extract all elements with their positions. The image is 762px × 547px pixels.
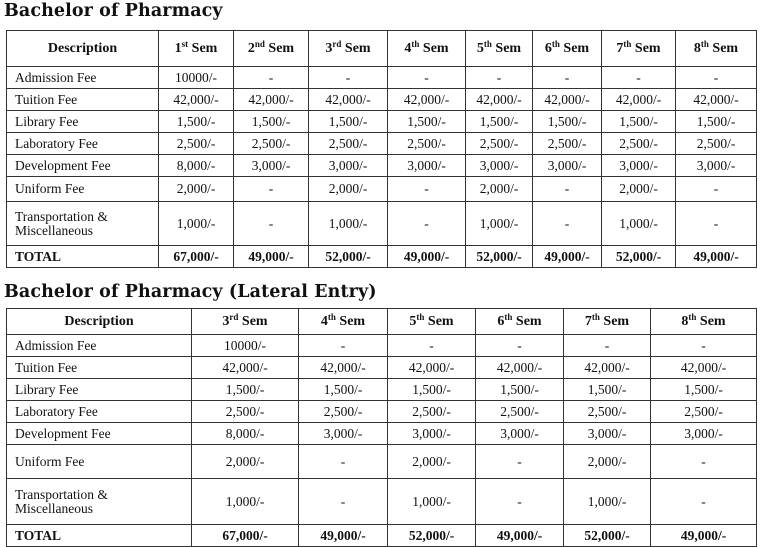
table-cell: 2,500/- <box>192 401 299 423</box>
table-row <box>7 155 757 177</box>
table-cell: 42,000/- <box>602 89 676 111</box>
table-cell: - <box>299 445 388 479</box>
table-cell: 2,500/- <box>476 401 564 423</box>
table-cell: 3,000/- <box>533 155 602 177</box>
table-cell: 49,000/- <box>299 525 388 547</box>
table-row <box>7 357 757 379</box>
table-cell: 1,500/- <box>651 379 757 401</box>
table-cell: 42,000/- <box>564 357 651 379</box>
row-label: Uniform Fee <box>7 445 192 479</box>
semester-header: 3rd Sem <box>192 309 299 335</box>
table-cell: - <box>533 67 602 89</box>
table-cell: 3,000/- <box>476 423 564 445</box>
table-row <box>7 89 757 111</box>
table-cell: 2,000/- <box>466 177 533 202</box>
row-label: Transportation & Miscellaneous <box>7 479 192 525</box>
table-cell: 42,000/- <box>159 89 234 111</box>
table-cell: 2,500/- <box>676 133 757 155</box>
row-label: Transportation & Miscellaneous <box>7 202 159 246</box>
table-cell: 1,500/- <box>192 379 299 401</box>
table-cell: 42,000/- <box>388 357 476 379</box>
semester-header: 1st Sem <box>159 31 234 67</box>
table-cell: 1,000/- <box>466 202 533 246</box>
table-cell: 2,500/- <box>651 401 757 423</box>
table-cell: 2,000/- <box>192 445 299 479</box>
table1-title: Bachelor of Pharmacy <box>4 1 223 21</box>
table-cell: 1,500/- <box>159 111 234 133</box>
table-cell: 42,000/- <box>533 89 602 111</box>
table-cell: 3,000/- <box>676 155 757 177</box>
table-cell: - <box>651 335 757 357</box>
table-cell: 2,500/- <box>159 133 234 155</box>
semester-header: 7th Sem <box>564 309 651 335</box>
table-cell: 8,000/- <box>192 423 299 445</box>
table-cell: 2,000/- <box>388 445 476 479</box>
table-cell: 1,000/- <box>388 479 476 525</box>
table-cell: 3,000/- <box>388 155 466 177</box>
row-label: Library Fee <box>7 111 159 133</box>
table-cell: 2,500/- <box>466 133 533 155</box>
table-cell: - <box>476 335 564 357</box>
semester-header: 6th Sem <box>533 31 602 67</box>
header-row <box>7 309 757 335</box>
table-row <box>7 133 757 155</box>
table-cell: 49,000/- <box>234 246 309 268</box>
table-cell: 2,500/- <box>388 401 476 423</box>
semester-header: 5th Sem <box>388 309 476 335</box>
table-cell: 2,500/- <box>299 401 388 423</box>
table-cell: 2,500/- <box>564 401 651 423</box>
semester-header: 6th Sem <box>476 309 564 335</box>
row-label: Development Fee <box>7 423 192 445</box>
table-cell: 1,000/- <box>192 479 299 525</box>
semester-header: 2nd Sem <box>234 31 309 67</box>
row-label: Tuition Fee <box>7 89 159 111</box>
table-cell: 3,000/- <box>651 423 757 445</box>
table-cell: - <box>533 202 602 246</box>
table-cell: 3,000/- <box>234 155 309 177</box>
table-cell: 52,000/- <box>388 525 476 547</box>
row-label: Admission Fee <box>7 335 192 357</box>
table-cell: - <box>651 479 757 525</box>
table-cell: 3,000/- <box>309 155 388 177</box>
table-cell: 42,000/- <box>192 357 299 379</box>
table-cell: - <box>476 479 564 525</box>
description-header: Description <box>7 31 159 67</box>
table-row <box>7 479 757 525</box>
table-cell: 42,000/- <box>466 89 533 111</box>
table-row <box>7 177 757 202</box>
table-row <box>7 202 757 246</box>
table-cell: 1,500/- <box>388 111 466 133</box>
table-cell: 2,500/- <box>309 133 388 155</box>
table-cell: 1,500/- <box>676 111 757 133</box>
row-label: Uniform Fee <box>7 177 159 202</box>
table-cell: - <box>388 202 466 246</box>
table-cell: 1,500/- <box>533 111 602 133</box>
row-label: Tuition Fee <box>7 357 192 379</box>
table-cell: 49,000/- <box>533 246 602 268</box>
table-cell: 2,500/- <box>602 133 676 155</box>
row-label: Admission Fee <box>7 67 159 89</box>
table-cell: 1,500/- <box>564 379 651 401</box>
table-cell: 1,500/- <box>466 111 533 133</box>
table-cell: 1,000/- <box>309 202 388 246</box>
table-cell: 1,000/- <box>564 479 651 525</box>
table-cell: 1,500/- <box>602 111 676 133</box>
table-row <box>7 67 757 89</box>
table-cell: 2,000/- <box>564 445 651 479</box>
semester-header: 5th Sem <box>466 31 533 67</box>
table-cell: 42,000/- <box>388 89 466 111</box>
table-row <box>7 335 757 357</box>
semester-header: 8th Sem <box>651 309 757 335</box>
table-cell: - <box>234 202 309 246</box>
table-cell: 42,000/- <box>299 357 388 379</box>
header-row <box>7 31 757 67</box>
table-cell: 3,000/- <box>564 423 651 445</box>
table-cell: - <box>676 67 757 89</box>
table-cell: - <box>309 67 388 89</box>
table-cell: 2,500/- <box>388 133 466 155</box>
table2-title: Bachelor of Pharmacy (Lateral Entry) <box>4 282 377 302</box>
table-row <box>7 423 757 445</box>
table-cell: 1,500/- <box>476 379 564 401</box>
table-row <box>7 445 757 479</box>
table-cell: 49,000/- <box>651 525 757 547</box>
table-cell: 42,000/- <box>676 89 757 111</box>
table-cell: 10000/- <box>159 67 234 89</box>
table-cell: 1,500/- <box>309 111 388 133</box>
table-cell: 42,000/- <box>234 89 309 111</box>
table-cell: - <box>388 335 476 357</box>
semester-header: 4th Sem <box>299 309 388 335</box>
table-cell: 49,000/- <box>676 246 757 268</box>
table-cell: 1,000/- <box>602 202 676 246</box>
table-cell: 2,500/- <box>533 133 602 155</box>
table-cell: - <box>299 479 388 525</box>
table-cell: 67,000/- <box>159 246 234 268</box>
table-cell: 49,000/- <box>476 525 564 547</box>
table-cell: 1,500/- <box>299 379 388 401</box>
semester-header: 3rd Sem <box>309 31 388 67</box>
table-cell: 52,000/- <box>602 246 676 268</box>
table-cell: 10000/- <box>192 335 299 357</box>
table-cell: - <box>676 177 757 202</box>
table-cell: - <box>676 202 757 246</box>
bpharm-lateral-fee-table <box>6 308 757 547</box>
bpharm-fee-table <box>6 30 757 268</box>
table-cell: 3,000/- <box>299 423 388 445</box>
table-cell: 1,500/- <box>234 111 309 133</box>
table-cell: 52,000/- <box>564 525 651 547</box>
table-cell: - <box>602 67 676 89</box>
row-label: TOTAL <box>7 246 159 268</box>
table-cell: 42,000/- <box>476 357 564 379</box>
table-cell: 67,000/- <box>192 525 299 547</box>
table-cell: 1,500/- <box>388 379 476 401</box>
description-header: Description <box>7 309 192 335</box>
table-cell: - <box>234 67 309 89</box>
table-row <box>7 379 757 401</box>
table-cell: 2,000/- <box>159 177 234 202</box>
table-cell: - <box>564 335 651 357</box>
semester-header: 7th Sem <box>602 31 676 67</box>
table-cell: 42,000/- <box>309 89 388 111</box>
table-cell: 3,000/- <box>602 155 676 177</box>
total-row <box>7 525 757 547</box>
table-cell: - <box>234 177 309 202</box>
semester-header: 4th Sem <box>388 31 466 67</box>
table-cell: 42,000/- <box>651 357 757 379</box>
row-label: Laboratory Fee <box>7 401 192 423</box>
table-cell: 3,000/- <box>466 155 533 177</box>
table-cell: - <box>476 445 564 479</box>
table-cell: 2,000/- <box>602 177 676 202</box>
table-cell: - <box>533 177 602 202</box>
table-cell: - <box>388 177 466 202</box>
table-cell: - <box>299 335 388 357</box>
table-cell: 52,000/- <box>309 246 388 268</box>
row-label: Laboratory Fee <box>7 133 159 155</box>
table-cell: - <box>466 67 533 89</box>
row-label: Development Fee <box>7 155 159 177</box>
table-cell: 3,000/- <box>388 423 476 445</box>
table-cell: 2,500/- <box>234 133 309 155</box>
table-cell: 2,000/- <box>309 177 388 202</box>
table-cell: 52,000/- <box>466 246 533 268</box>
table-cell: - <box>651 445 757 479</box>
row-label: Library Fee <box>7 379 192 401</box>
table-cell: - <box>388 67 466 89</box>
table-cell: 49,000/- <box>388 246 466 268</box>
total-row <box>7 246 757 268</box>
semester-header: 8th Sem <box>676 31 757 67</box>
table-row <box>7 401 757 423</box>
row-label: TOTAL <box>7 525 192 547</box>
table-cell: 8,000/- <box>159 155 234 177</box>
table-row <box>7 111 757 133</box>
table-cell: 1,000/- <box>159 202 234 246</box>
